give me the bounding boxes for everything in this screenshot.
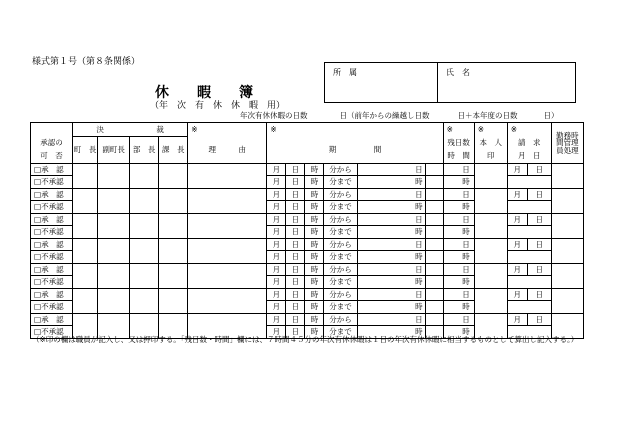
to-day[interactable]: 日 [286, 276, 305, 289]
form-subtitle: （年 次 有 休 休 暇 用） [150, 101, 286, 111]
period-hours[interactable]: 時 [357, 301, 425, 314]
period-hours[interactable]: 時 [357, 326, 425, 339]
to-month[interactable]: 月 [267, 226, 286, 239]
to-hour[interactable]: 時 [305, 276, 324, 289]
approve-checkbox[interactable]: □承 認 [31, 313, 73, 326]
period-mark: ※ [267, 123, 443, 137]
seal-mark: ※ [474, 123, 507, 137]
request-blank [507, 201, 551, 214]
approve-checkbox[interactable]: □承 認 [31, 213, 73, 226]
period-days[interactable]: 日 [357, 238, 425, 251]
to-day[interactable]: 日 [286, 201, 305, 214]
to-hour[interactable]: 時 [305, 326, 324, 339]
period-days[interactable]: 日 [357, 188, 425, 201]
to-minute[interactable]: 分まで [324, 201, 357, 214]
period-spacer [425, 263, 443, 276]
role-mayor: 町 長 [73, 137, 98, 164]
entry-row-approve [31, 238, 584, 251]
request-day[interactable]: 日 [527, 163, 551, 176]
seal-header-2: 印 [474, 150, 507, 164]
form-number: 様式第１号（第８条関係） [32, 57, 141, 67]
section-head-seal-cell[interactable] [159, 288, 188, 313]
period-spacer [425, 301, 443, 314]
annual-days-label: 年次有休休暇の日数 [240, 111, 308, 120]
seal-header-1: 本 人 [474, 137, 507, 150]
entry-row-approve [31, 188, 584, 201]
to-month[interactable]: 月 [267, 276, 286, 289]
affiliation-box [324, 62, 576, 103]
self-seal-cell[interactable] [474, 213, 507, 238]
approval-header-top [31, 123, 73, 137]
request-day[interactable]: 日 [527, 313, 551, 326]
period-spacer [425, 213, 443, 226]
remaining-hours[interactable]: 時 [443, 301, 474, 314]
self-seal-cell[interactable] [474, 288, 507, 313]
to-day[interactable]: 日 [286, 301, 305, 314]
period-spacer [425, 288, 443, 301]
section-head-seal-cell[interactable] [159, 213, 188, 238]
period-days[interactable]: 日 [357, 313, 425, 326]
to-month[interactable]: 月 [267, 251, 286, 264]
decision-header: 決 裁 [73, 123, 188, 137]
from-hour[interactable]: 時 [305, 288, 324, 301]
department-head-seal-cell[interactable] [130, 263, 159, 288]
remaining-hours[interactable]: 時 [443, 276, 474, 289]
approve-checkbox[interactable]: □承 認 [31, 238, 73, 251]
from-minute[interactable]: 分から [324, 288, 357, 301]
self-seal-cell[interactable] [474, 238, 507, 263]
to-hour[interactable]: 時 [305, 251, 324, 264]
period-spacer [425, 188, 443, 201]
to-month[interactable]: 月 [267, 326, 286, 339]
from-day[interactable]: 日 [286, 263, 305, 276]
period-spacer [425, 201, 443, 214]
to-minute[interactable]: 分まで [324, 226, 357, 239]
role-deputy-mayor: 副町長 [98, 137, 130, 164]
period-hours[interactable]: 時 [357, 201, 425, 214]
leave-table [30, 122, 584, 339]
request-blank [507, 176, 551, 189]
to-minute[interactable]: 分まで [324, 251, 357, 264]
period-hours[interactable]: 時 [357, 276, 425, 289]
to-minute[interactable]: 分まで [324, 326, 357, 339]
approve-checkbox[interactable]: □承 認 [31, 263, 73, 276]
department-cell[interactable] [325, 63, 438, 103]
section-head-seal-cell[interactable] [159, 163, 188, 188]
reason-header: 理 由 [188, 137, 267, 164]
from-minute[interactable]: 分から [324, 238, 357, 251]
request-day[interactable]: 日 [527, 288, 551, 301]
reason-cell[interactable] [188, 238, 267, 263]
deputy-mayor-seal-cell[interactable] [98, 213, 130, 238]
request-month[interactable]: 月 [507, 238, 527, 251]
footnote: （※印の欄は職員が記入し、又は押印する。「残日数・時間」欄には、７時間４５分の年次有休休暇は１日の年次有休休暇に相当するものとして算出し記入する。） [32, 335, 579, 344]
to-month[interactable]: 月 [267, 201, 286, 214]
period-header: 期 間 [267, 137, 443, 164]
remaining-days[interactable]: 日 [443, 313, 474, 326]
manager-cell[interactable] [551, 188, 583, 213]
mayor-seal-cell[interactable] [73, 263, 98, 288]
mayor-seal-cell[interactable] [73, 188, 98, 213]
period-spacer [425, 226, 443, 239]
department-head-seal-cell[interactable] [130, 238, 159, 263]
period-spacer [425, 238, 443, 251]
from-month[interactable]: 月 [267, 313, 286, 326]
period-hours[interactable]: 時 [357, 251, 425, 264]
period-spacer [425, 313, 443, 326]
remaining-days[interactable]: 日 [443, 238, 474, 251]
manager-cell[interactable] [551, 288, 583, 313]
from-minute[interactable]: 分から [324, 263, 357, 276]
to-hour[interactable]: 時 [305, 301, 324, 314]
reason-cell[interactable] [188, 288, 267, 313]
reject-checkbox[interactable]: □不承認 [31, 301, 73, 314]
reason-cell[interactable] [188, 163, 267, 188]
department-head-seal-cell[interactable] [130, 188, 159, 213]
remaining-mark: ※ [443, 123, 474, 137]
request-blank [507, 226, 551, 239]
remaining-header-1: 残日数 [443, 137, 474, 150]
from-minute[interactable]: 分から [324, 188, 357, 201]
reject-checkbox[interactable]: □不承認 [31, 276, 73, 289]
name-cell[interactable] [438, 63, 576, 103]
period-spacer [425, 163, 443, 176]
department-head-seal-cell[interactable] [130, 163, 159, 188]
request-header-1: 請 求 [507, 137, 551, 150]
approval-header-2: 可 否 [31, 150, 73, 164]
current-days-label: 日＋本年度の日数 [457, 111, 518, 120]
reason-cell[interactable] [188, 263, 267, 288]
reason-cell[interactable] [188, 213, 267, 238]
remaining-days[interactable]: 日 [443, 163, 474, 176]
to-minute[interactable]: 分まで [324, 176, 357, 189]
to-minute[interactable]: 分まで [324, 301, 357, 314]
annual-close: 日） [543, 111, 559, 120]
department-head-seal-cell[interactable] [130, 213, 159, 238]
from-hour[interactable]: 時 [305, 313, 324, 326]
manager-cell[interactable] [551, 163, 583, 188]
annual-leave-days-line [240, 110, 559, 121]
remaining-hours[interactable]: 時 [443, 201, 474, 214]
request-blank [507, 251, 551, 264]
deputy-mayor-seal-cell[interactable] [98, 288, 130, 313]
self-seal-cell[interactable] [474, 263, 507, 288]
entry-row-approve [31, 213, 584, 226]
from-hour[interactable]: 時 [305, 188, 324, 201]
self-seal-cell[interactable] [474, 163, 507, 188]
reject-checkbox[interactable]: □不承認 [31, 226, 73, 239]
period-hours[interactable]: 時 [357, 226, 425, 239]
approval-header-1: 承認の [31, 137, 73, 150]
approve-checkbox[interactable]: □承 認 [31, 163, 73, 176]
from-minute[interactable]: 分から [324, 313, 357, 326]
manager-header: 勤務時 間管理 員処理 [551, 123, 583, 164]
approve-checkbox[interactable]: □承 認 [31, 188, 73, 201]
to-month[interactable]: 月 [267, 176, 286, 189]
request-day[interactable]: 日 [527, 263, 551, 276]
entry-row-approve [31, 163, 584, 176]
remaining-hours[interactable]: 時 [443, 176, 474, 189]
request-blank [507, 301, 551, 314]
from-day[interactable]: 日 [286, 313, 305, 326]
reject-checkbox[interactable]: □不承認 [31, 201, 73, 214]
from-day[interactable]: 日 [286, 288, 305, 301]
period-days[interactable]: 日 [357, 263, 425, 276]
manager-cell[interactable] [551, 238, 583, 263]
from-hour[interactable]: 時 [305, 238, 324, 251]
to-hour[interactable]: 時 [305, 226, 324, 239]
period-spacer [425, 176, 443, 189]
remaining-header-2: 時 間 [443, 150, 474, 164]
from-month[interactable]: 月 [267, 238, 286, 251]
period-days[interactable]: 日 [357, 288, 425, 301]
to-day[interactable]: 日 [286, 226, 305, 239]
entry-row-approve [31, 263, 584, 276]
remaining-hours[interactable]: 時 [443, 326, 474, 339]
request-day[interactable]: 日 [527, 238, 551, 251]
from-day[interactable]: 日 [286, 213, 305, 226]
request-month[interactable]: 月 [507, 288, 527, 301]
mayor-seal-cell[interactable] [73, 238, 98, 263]
from-month[interactable]: 月 [267, 188, 286, 201]
from-day[interactable]: 日 [286, 238, 305, 251]
to-day[interactable]: 日 [286, 176, 305, 189]
reject-checkbox[interactable]: □不承認 [31, 176, 73, 189]
reject-checkbox[interactable]: □不承認 [31, 326, 73, 339]
from-hour[interactable]: 時 [305, 163, 324, 176]
from-month[interactable]: 月 [267, 288, 286, 301]
name-label: 氏 名 [446, 68, 470, 77]
period-days[interactable]: 日 [357, 213, 425, 226]
role-section-head: 課 長 [159, 137, 188, 164]
mayor-seal-cell[interactable] [73, 163, 98, 188]
request-mark: ※ [507, 123, 551, 137]
department-head-seal-cell[interactable] [130, 288, 159, 313]
entry-row-approve [31, 288, 584, 301]
approve-checkbox[interactable]: □承 認 [31, 288, 73, 301]
from-minute[interactable]: 分から [324, 213, 357, 226]
from-hour[interactable]: 時 [305, 263, 324, 276]
to-hour[interactable]: 時 [305, 201, 324, 214]
reason-cell[interactable] [188, 188, 267, 213]
to-day[interactable]: 日 [286, 251, 305, 264]
request-blank [507, 276, 551, 289]
to-day[interactable]: 日 [286, 326, 305, 339]
remaining-days[interactable]: 日 [443, 263, 474, 276]
deputy-mayor-seal-cell[interactable] [98, 263, 130, 288]
mayor-seal-cell[interactable] [73, 213, 98, 238]
to-month[interactable]: 月 [267, 301, 286, 314]
request-month[interactable]: 月 [507, 213, 527, 226]
request-month[interactable]: 月 [507, 263, 527, 276]
to-minute[interactable]: 分まで [324, 276, 357, 289]
request-day[interactable]: 日 [527, 188, 551, 201]
from-month[interactable]: 月 [267, 263, 286, 276]
remaining-days[interactable]: 日 [443, 213, 474, 226]
from-month[interactable]: 月 [267, 213, 286, 226]
self-seal-cell[interactable] [474, 188, 507, 213]
deputy-mayor-seal-cell[interactable] [98, 163, 130, 188]
role-department-head: 部 長 [130, 137, 159, 164]
remaining-hours[interactable]: 時 [443, 226, 474, 239]
request-month[interactable]: 月 [507, 313, 527, 326]
request-day[interactable]: 日 [527, 213, 551, 226]
from-day[interactable]: 日 [286, 188, 305, 201]
period-spacer [425, 276, 443, 289]
reason-mark: ※ [188, 123, 267, 137]
manager-cell[interactable] [551, 213, 583, 238]
entry-row-approve [31, 313, 584, 326]
from-minute[interactable]: 分から [324, 163, 357, 176]
period-spacer [425, 251, 443, 264]
mayor-seal-cell[interactable] [73, 288, 98, 313]
request-month[interactable]: 月 [507, 188, 527, 201]
department-label: 所 属 [333, 68, 357, 77]
remaining-days[interactable]: 日 [443, 188, 474, 201]
from-hour[interactable]: 時 [305, 213, 324, 226]
manager-cell[interactable] [551, 263, 583, 288]
from-day[interactable]: 日 [286, 163, 305, 176]
remaining-days[interactable]: 日 [443, 288, 474, 301]
request-month[interactable]: 月 [507, 163, 527, 176]
carryover-days-label: 日（前年からの繰越し日数 [339, 111, 430, 120]
period-hours[interactable]: 時 [357, 176, 425, 189]
period-days[interactable]: 日 [357, 163, 425, 176]
from-month[interactable]: 月 [267, 163, 286, 176]
reject-checkbox[interactable]: □不承認 [31, 251, 73, 264]
section-head-seal-cell[interactable] [159, 263, 188, 288]
to-hour[interactable]: 時 [305, 176, 324, 189]
form-title: 休 暇 簿 [155, 85, 253, 101]
remaining-hours[interactable]: 時 [443, 251, 474, 264]
deputy-mayor-seal-cell[interactable] [98, 238, 130, 263]
request-header-2: 月 日 [507, 150, 551, 164]
section-head-seal-cell[interactable] [159, 188, 188, 213]
deputy-mayor-seal-cell[interactable] [98, 188, 130, 213]
section-head-seal-cell[interactable] [159, 238, 188, 263]
leave-entries [31, 163, 584, 338]
